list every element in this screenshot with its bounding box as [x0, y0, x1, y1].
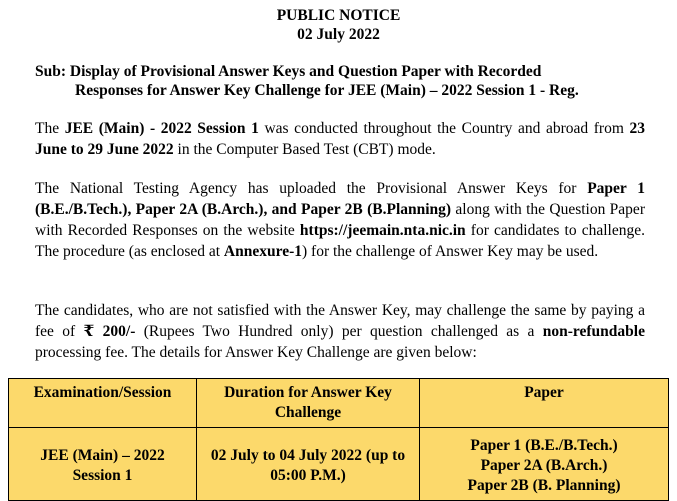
p1-exam-name: JEE (Main) - 2022 Session 1 [64, 120, 259, 137]
subject-line-1: Sub: Display of Provisional Answer Keys and Question Paper with Recorded [35, 63, 542, 80]
p2-annexure: Annexure-1 [223, 243, 302, 260]
p3-text-3: processing fee. The details for Answer Key Challenge are given below: [35, 344, 477, 361]
table-row [9, 428, 669, 501]
table-header-row [9, 379, 669, 428]
challenge-details-table [8, 378, 669, 501]
paragraph-challenge-fee [35, 300, 645, 363]
p3-non-refundable: non-refundable [542, 323, 645, 340]
paper-item: Paper 2B (B. Planning) [467, 477, 621, 494]
p2-website-link[interactable]: https://jeemain.nta.nic.in [299, 222, 466, 239]
subject-line [35, 62, 655, 100]
p1-text-2: was conducted throughout the Country and abroad from [258, 120, 630, 137]
cell-duration: 02 July to 04 July 2022 (up to 05:00 P.M.) [197, 428, 420, 501]
cell-exam-session: JEE (Main) – 2022 Session 1 [9, 428, 197, 501]
p2-papers: Paper 1 (B.E./B.Tech.), Paper 2A (B.Arch.), and Paper 2B (B.Planning) [35, 180, 645, 218]
p1-text-1: The [35, 120, 65, 137]
p2-text-1: The National Testing Agency has uploaded the Provisional Answer Keys for [35, 180, 588, 197]
p3-fee: ₹ 200/- [83, 323, 136, 340]
notice-date: 02 July 2022 [297, 26, 380, 43]
paragraph-answer-keys [35, 178, 645, 262]
p3-text-1: The candidates, who are not satisfied with the Answer Key, may challenge the same by paying a fee of [35, 302, 645, 340]
p1-exam-dates: 23 June to 29 June 2022 [35, 120, 645, 158]
p3-text-2: (Rupees Two Hundred only) per question challenged as a [135, 323, 543, 340]
p2-text-3: for candidates to challenge. The procedure (as enclosed at [35, 222, 645, 260]
notice-header [0, 6, 677, 44]
header-paper: Paper [420, 379, 669, 428]
p2-text-4: ) for the challenge of Answer Key may be used. [302, 243, 599, 260]
paper-item: Paper 1 (B.E./B.Tech.) [470, 437, 618, 454]
paragraph-exam-conducted [35, 118, 645, 160]
p1-text-3: in the Computer Based Test (CBT) mode. [173, 141, 436, 158]
cell-papers [420, 428, 669, 501]
p2-text-2: along with the Question Paper with Recorded Responses on the website [35, 201, 645, 239]
notice-title: PUBLIC NOTICE [276, 7, 401, 24]
paper-item: Paper 2A (B.Arch.) [480, 457, 608, 474]
header-exam-session: Examination/Session [9, 379, 197, 428]
subject-line-2: Responses for Answer Key Challenge for JEE (Main) – 2022 Session 1 - Reg. [75, 82, 579, 99]
header-duration: Duration for Answer Key Challenge [197, 379, 420, 428]
